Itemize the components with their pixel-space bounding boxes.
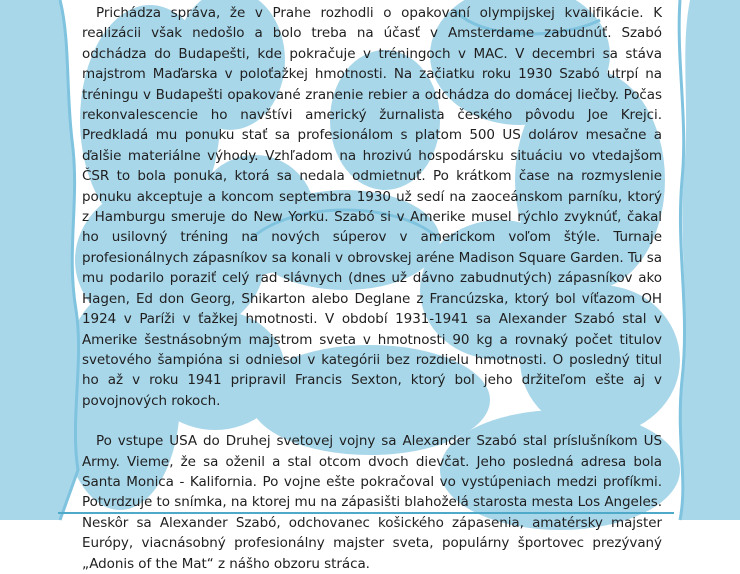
bottom-rule [58, 512, 674, 514]
paragraph-2: Po vstupe USA do Druhej svetovej vojny sa Alexander Szabó stal príslušníkom US Army. Vieme, že sa oženil a stal otcom dvoch dievčat. Jeho posledná adresa bola Santa Monica - Kalifornia. Po vojne ešte pokračoval vo vystúpeniach medzi profíkmi. Potvrdzuje to snímka, na ktorej mu na zápasišti blahoželá starosta mesta Los Angeles. Neskôr sa Alexander Szabó, odchovanec košického zápasenia, amatérsky majster Európy, viacnásobný profesionálny majster sveta, populárny športovec prezývaný „Adonis of the Mat“ z nášho obzoru stráca. [82, 433, 662, 572]
paragraph-1: Prichádza správa, že v Prahe rozhodli o opakovaní olympijskej kvalifikácie. K realizácii však nedošlo a bolo treba na účasť v Amsterdame zabudnúť. Szabó odchádza do Budapešti, kde pokračuje v tréningoch v MAC. V decembri sa stáva majstrom Maďarska v poloťažkej hmotnosti. Na začiatku roku 1930 Szabó utrpí na tréningu v Budapešti opakované zranenie rebier a odchádza do domácej liečby. Počas rekonvalescencie ho navštívi americký žurnalista českého pôvodu Joe Krejci. Predkladá mu ponuku stať sa profesionálom s platom 500 US dolárov mesačne a ďalšie materiálne výhody. Vzhľadom na hrozivú hospodársku situáciu vo vtedajšom ČSR to bola ponuka, ktorá sa nedala odmietnuť. Po krátkom čase na rozmyslenie ponuku akceptuje a koncom septembra 1930 už sedí na zaoceánskom parníku, ktorý z Hamburgu smeruje do New Yorku. Szabó si v Amerike musel rýchlo zvyknúť, čakal ho usilovný tréning na nových súperov v americkom voľom štýle. Turnaje profesionálnych zápasníkov sa konali v obrovskej aréne Madison Square Garden. Tu sa mu podarilo poraziť celý rad slávnych (dnes už dávno zabudnutých) zápasníkov ako Hagen, Ed don Georg, Shikarton alebo Deglane z Francúzska, ktorý bol víťazom OH 1924 v Paríži v ťažkej hmotnosti. V období 1931-1941 sa Alexander Szabó stal v Amerike šestnásobným majstrom sveta v hmotnosti 90 kg a rovnaký počet titulov svetového šampióna si odniesol v kategórii bez rozdielu hmotnosti. O posledný titul ho až v roku 1941 pripravil Francis Sexton, ktorý bol jeho držiteľom ešte aj v povojnových rokoch. [82, 5, 662, 409]
article-text [82, 3, 662, 574]
